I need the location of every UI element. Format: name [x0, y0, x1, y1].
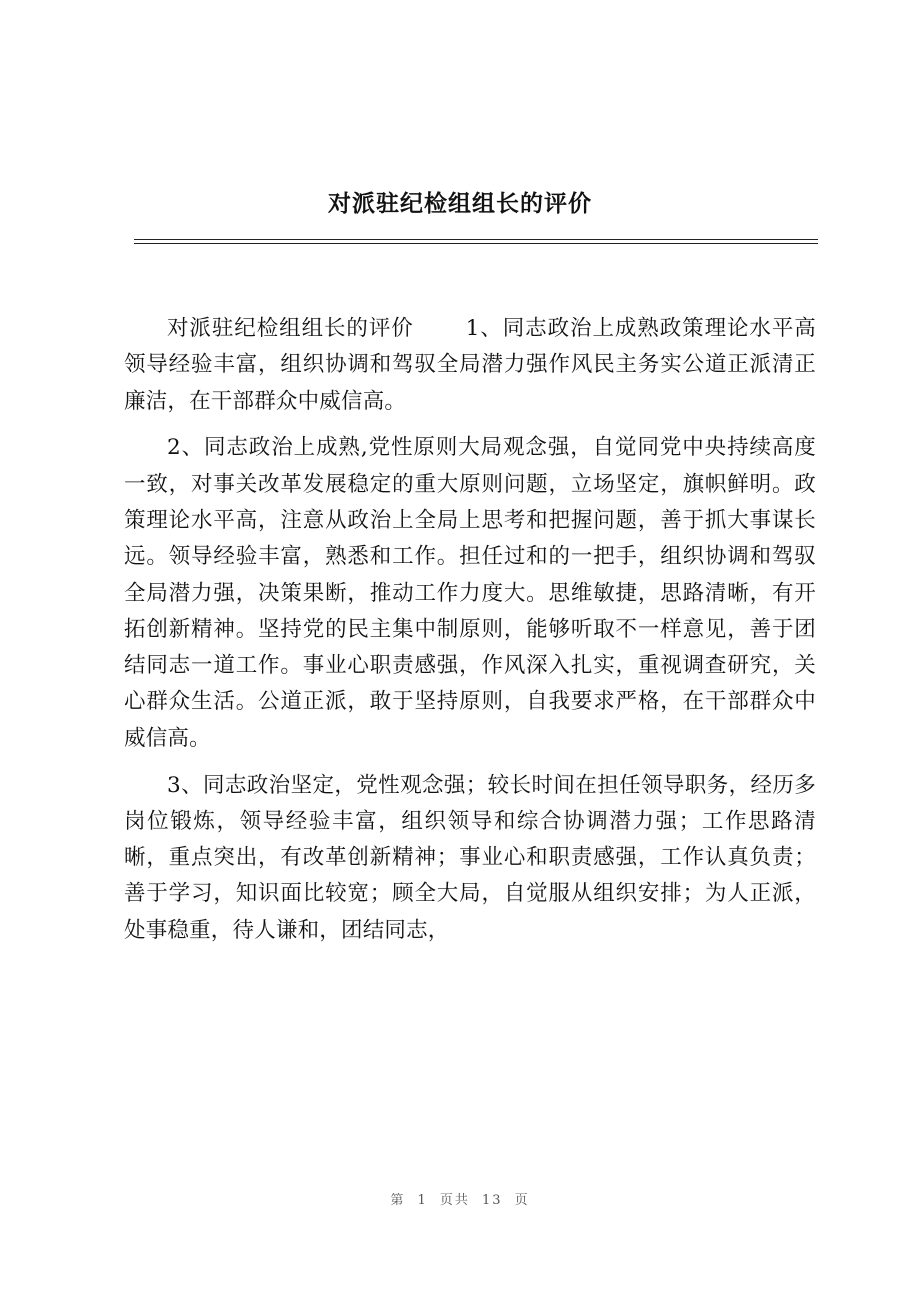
title-divider: [134, 239, 818, 244]
document-body: [124, 311, 816, 960]
page-number-footer: 第 1 页共 13 页: [390, 1193, 530, 1208]
paragraph-1: [124, 311, 816, 420]
paragraph-2: 2、同志政治上成熟,党性原则大局观念强，自觉同党中央持续高度一致，对事关改革发展稳定的重大原则问题，立场坚定，旗帜鲜明。政策理论水平高，注意从政治上全局上思考和把握问题，善于抓大事谋长远。领导经验丰富，熟悉和工作。担任过和的一把手，组织协调和驾驭全局潜力强，决策果断，推动工作力度大。思维敏捷，思路清晰，有开拓创新精神。坚持党的民主集中制原则，能够听取不一样意见，善于团结同志一道工作。事业心职责感强，作风深入扎实，重视调查研究，关心群众生活。公道正派，敢于坚持原则，自我要求严格，在干部群众中威信高。: [124, 435, 816, 751]
paragraph-1-text: 1、同志政治上成熟政策理论水平高领导经验丰富，组织协调和驾驭全局潜力强作风民主务实公道正派清正廉洁，在干部群众中威信高。: [124, 316, 816, 414]
paragraph-3: 3、同志政治坚定，党性观念强；较长时间在担任领导职务，经历多岗位锻炼，领导经验丰富，组织领导和综合协调潜力强；工作思路清晰，重点突出，有改革创新精神；事业心和职责感强，工作认真负责；善于学习，知识面比较宽；顾全大局，自觉服从组织安排；为人正派，处事稳重，待人谦和，团结同志，: [124, 772, 816, 943]
page-title: 对派驻纪检组组长的评价: [328, 190, 592, 217]
lead-title: 对派驻纪检组组长的评价: [167, 316, 414, 341]
